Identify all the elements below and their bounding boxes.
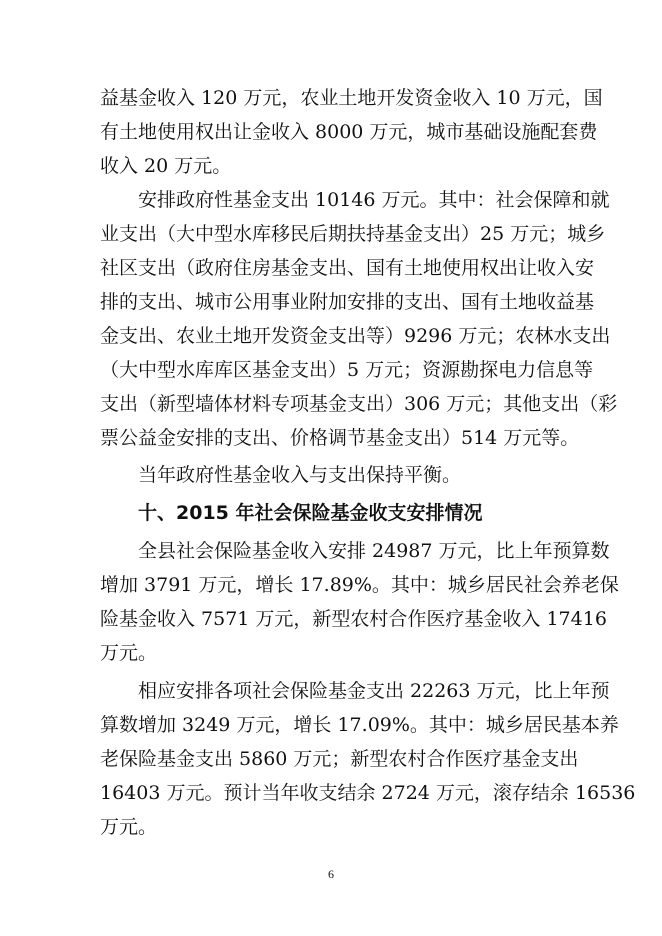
paragraph-line: 收入 20 万元。 [100, 155, 232, 177]
paragraph-line: 万元。 [100, 816, 158, 838]
paragraph-line: 16403 万元。预计当年收支结余 2724 万元，滚存结余 16536 [100, 782, 636, 804]
paragraph-line: 当年政府性基金收入与支出保持平衡。 [138, 464, 462, 486]
paragraph-line: 增加 3791 万元，增长 17.89%。其中：城乡居民社会养老保 [100, 574, 619, 596]
paragraph-line: 有土地使用权出让金收入 8000 万元，城市基础设施配套费 [100, 121, 598, 143]
paragraph-line: 排的支出、城市公用事业附加安排的支出、国有土地收益基 [100, 291, 595, 313]
paragraph-line: 全县社会保险基金收入安排 24987 万元，比上年预算数 [138, 540, 610, 562]
paragraph-line: 业支出（大中型水库移民后期扶持基金支出）25 万元；城乡 [100, 223, 606, 245]
page-number: 6 [328, 867, 334, 881]
section-heading: 十、2015 年社会保险基金收支安排情况 [138, 502, 483, 524]
paragraph-line: 支出（新型墙体材料专项基金支出）306 万元；其他支出（彩 [100, 393, 618, 415]
paragraph-line: 万元。 [100, 642, 158, 664]
paragraph-line: 社区支出（政府住房基金支出、国有土地使用权出让收入安 [100, 257, 595, 279]
paragraph-line: 老保险基金支出 5860 万元；新型农村合作医疗基金支出 [100, 748, 579, 770]
paragraph-line: 相应安排各项社会保险基金支出 22263 万元，比上年预 [138, 680, 610, 702]
paragraph-line: 票公益金安排的支出、价格调节基金支出）514 万元等。 [100, 427, 580, 449]
paragraph-line: 益基金收入 120 万元，农业土地开发资金收入 10 万元，国 [100, 87, 603, 109]
paragraph-line: 算数增加 3249 万元，增长 17.09%。其中：城乡居民基本养 [100, 714, 619, 736]
paragraph-line: 安排政府性基金支出 10146 万元。其中：社会保障和就 [138, 189, 610, 211]
paragraph-line: 金支出、农业土地开发资金支出等）9296 万元；农林水支出 [100, 325, 611, 347]
paragraph-line: 险基金收入 7571 万元，新型农村合作医疗基金收入 17416 [100, 608, 607, 630]
paragraph-line: （大中型水库库区基金支出）5 万元；资源勘探电力信息等 [100, 359, 594, 381]
